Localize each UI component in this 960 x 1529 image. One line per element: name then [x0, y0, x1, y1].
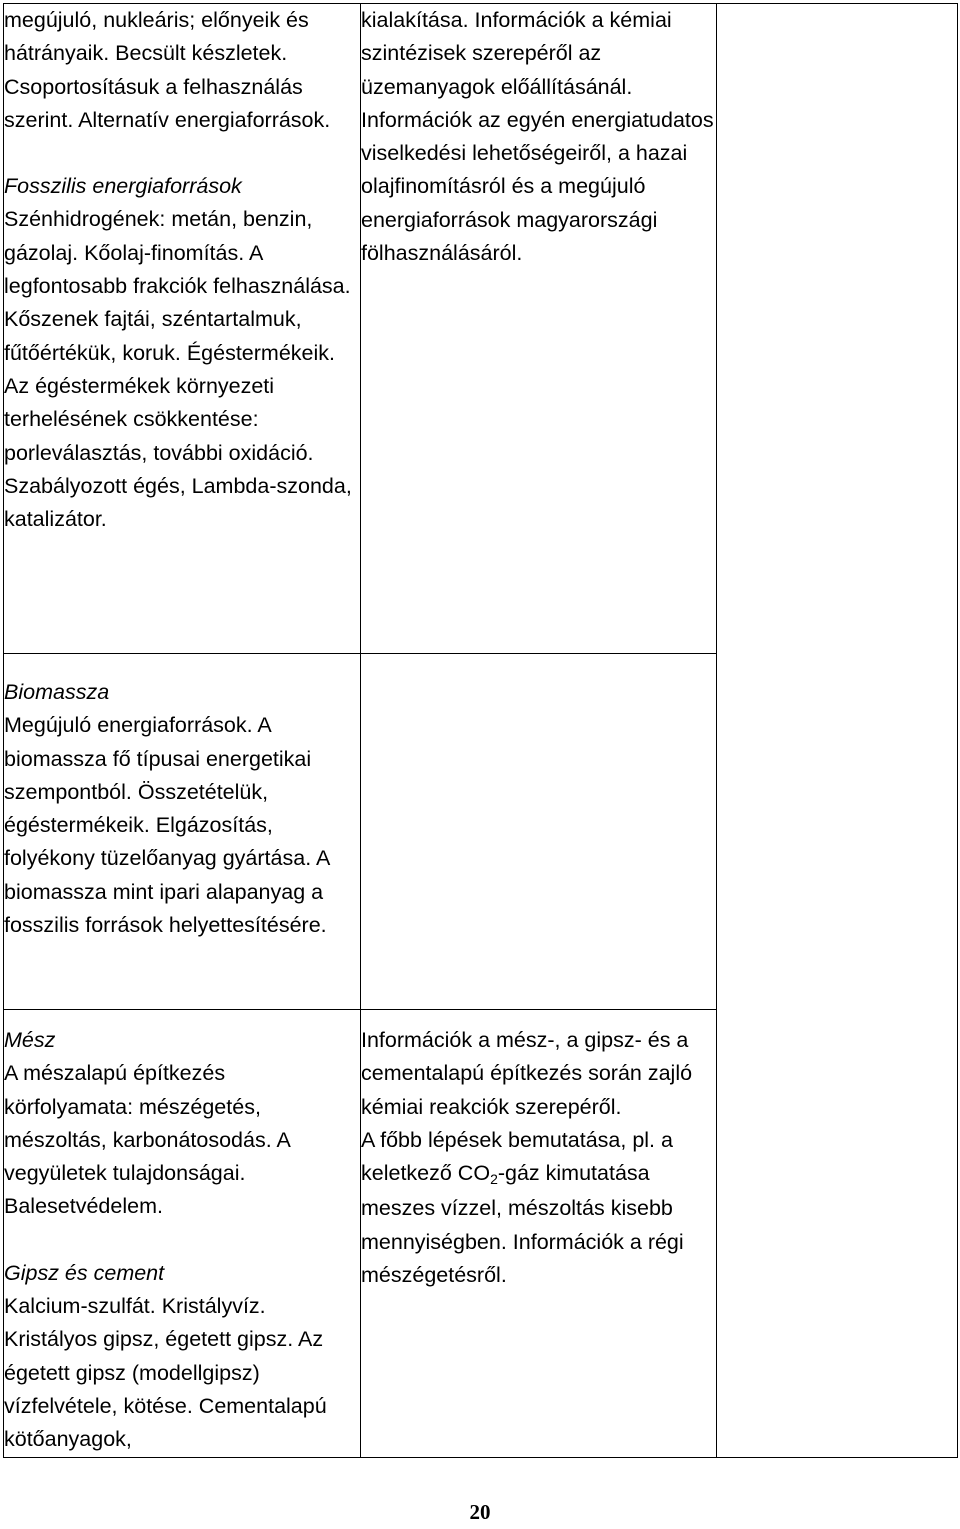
curriculum-table [3, 3, 958, 1458]
empty-column-cell [717, 4, 958, 1458]
notes-text-co2-before: A főbb lépések bemutatása, pl. a keletkező CO [361, 1127, 673, 1186]
section-body-fossil: Szénhidrogének: metán, benzin, gázolaj. Kőolaj-finomítás. A legfontosabb frakciók felhasználása. Kőszenek fajtái, széntartalmuk, fűtőértékük, koruk. Égéstermékeik. Az égéstermékek környezeti terhelésének csökkentése: porleválasztás, további oxidáció. Szabályozott égés, Lambda-szonda, katalizátor. [4, 207, 352, 532]
section-body-gypsum: Kalcium-szulfát. Kristályvíz. Kristályos gipsz, égetett gipsz. Az égetett gipsz (modellgipsz) vízfelvétele, kötése. Cementalapú kötőanyagok, [4, 1294, 327, 1452]
topic-cell-lime [4, 1010, 361, 1458]
section-heading-biomass: Biomassza [4, 680, 110, 704]
topic-cell-biomass [4, 654, 361, 1010]
section-heading-lime: Mész [4, 1028, 56, 1052]
co2-subscript: 2 [490, 1171, 498, 1188]
notes-text-co2-after: -gáz kimutatása meszes vízzel, mészoltás kisebb mennyiségben. Információk a régi mészégetésről. [361, 1161, 684, 1288]
notes-text-energy: kialakítása. Információk a kémiai szintézisek szerepéről az üzemanyagok előállításánál. Információk az egyén energiatudatos viselkedési lehetőségeiről, a hazai olajfinomításról és a megújuló energiaforrások magyarországi fölhasználásáról. [361, 8, 714, 266]
topic-cell-energy [4, 4, 361, 654]
notes-text-lime-2 [361, 1124, 716, 1292]
notes-text-lime-1: Információk a mész-, a gipsz- és a cementalapú építkezés során zajló kémiai reakciók szerepéről. [361, 1028, 693, 1119]
page-number: 20 [469, 1500, 491, 1524]
notes-cell-lime [361, 1010, 717, 1458]
notes-cell-biomass [361, 654, 717, 1010]
section-body-lime: A mészalapú építkezés körfolyamata: mészégetés, mészoltás, karbonátosodás. A vegyületek tulajdonságai. Balesetvédelem. [4, 1061, 290, 1219]
notes-cell-energy [361, 4, 717, 654]
section-body-biomass: Megújuló energiaforrások. A biomassza fő típusai energetikai szempontból. Összetételük, égéstermékeik. Elgázosítás, folyékony tüzelőanyag gyártása. A biomassza mint ipari alapanyag a fosszilis források helyettesítésére. [4, 713, 330, 938]
intro-text: megújuló, nukleáris; előnyeik és hátrányaik. Becsült készletek. Csoportosításuk a felhasználás szerint. Alternatív energiaforrások. [4, 8, 331, 132]
section-heading-gypsum: Gipsz és cement [4, 1260, 165, 1285]
section-heading-fossil: Fosszilis energiaforrások [4, 174, 242, 199]
table-row [4, 4, 958, 654]
